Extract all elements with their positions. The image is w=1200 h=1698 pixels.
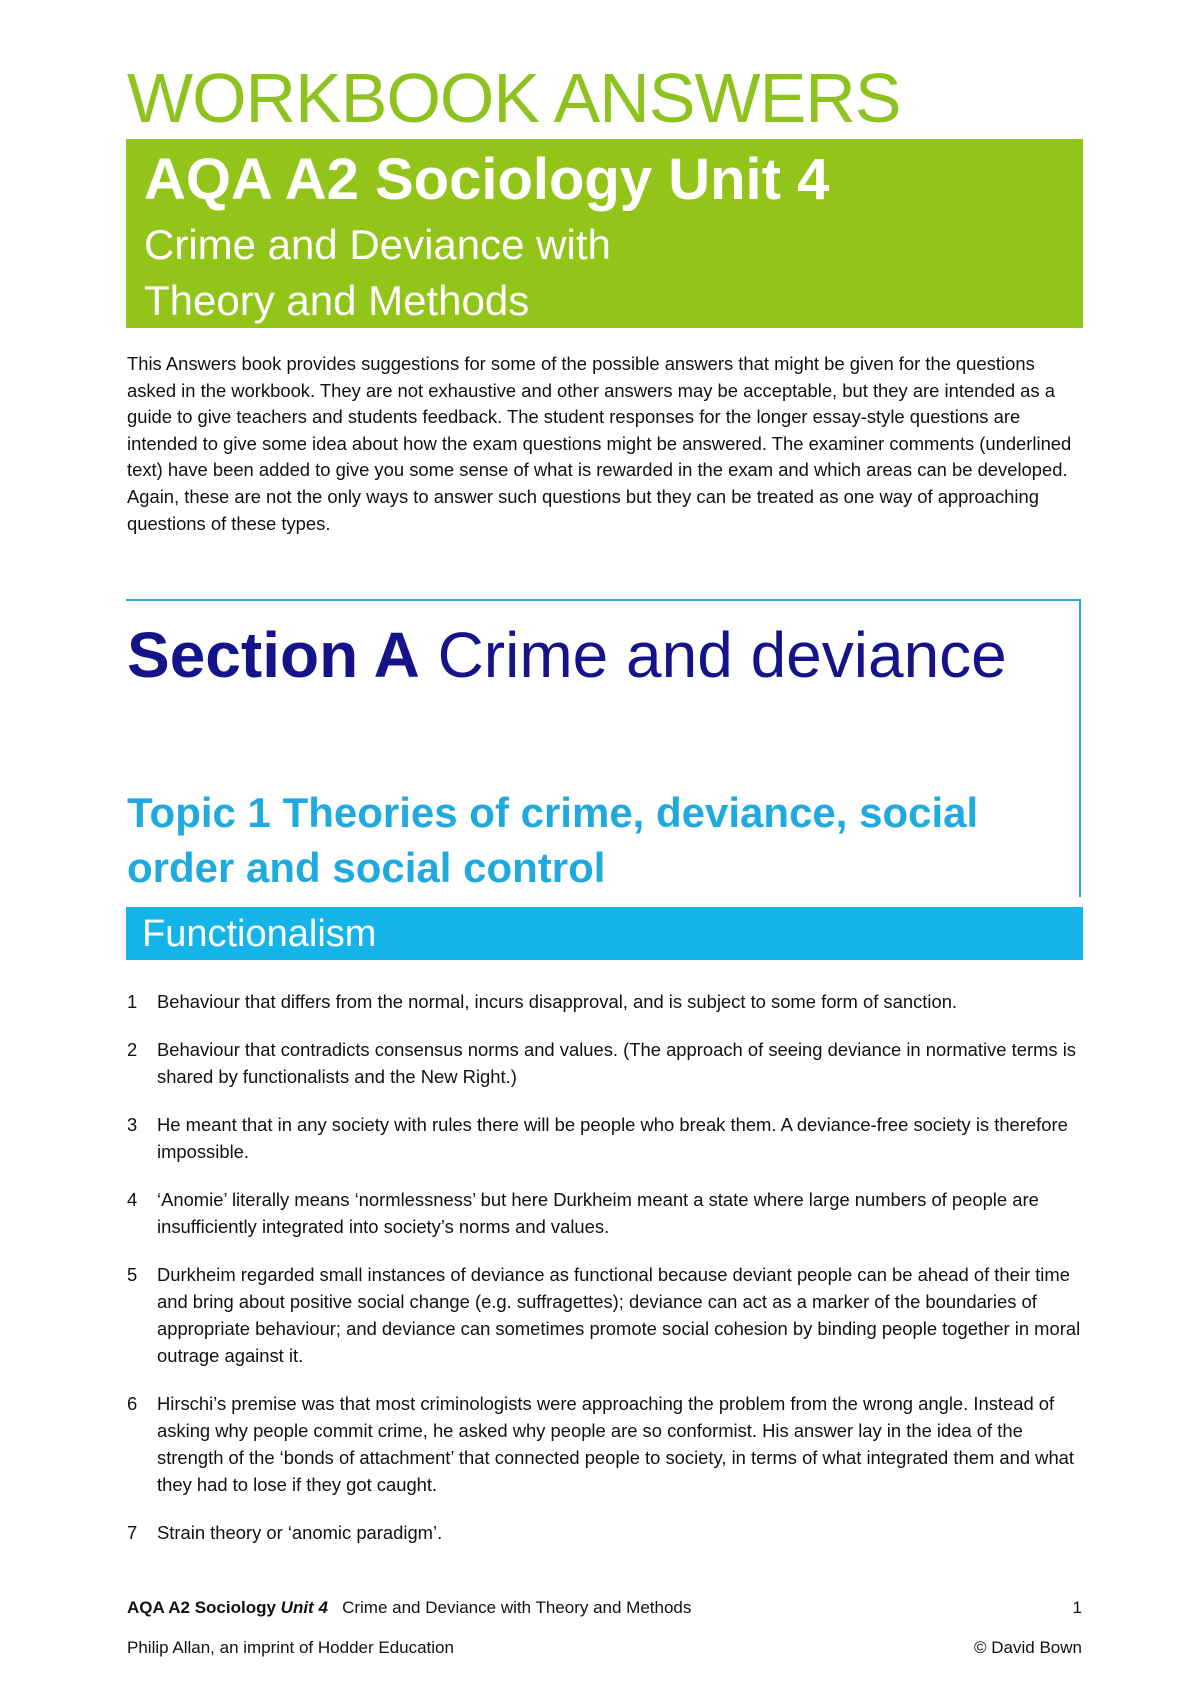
intro-paragraph: This Answers book provides suggestions for some of the possible answers that might be given for the questions asked in the workbook. They are not exhaustive and other answers may be acceptable, but they are intended as a guide to give teachers and students feedback. The student responses for the longer essay-style questions are intended to give some idea about how the exam questions might be answered. The examiner comments (underlined text) have been added to give you some sense of what is rewarded in the exam and which areas can be developed. Again, these are not the only ways to answer such questions but they can be treated as one way of approaching questions of these types.: [127, 353, 1072, 534]
subheading-functionalism: Functionalism: [142, 913, 377, 955]
answer-text: Behaviour that differs from the normal, incurs disapproval, and is subject to some form of sanction.: [157, 991, 958, 1012]
answer-text: Durkheim regarded small instances of deviance as functional because deviant people can be ahead of their time and bring about positive social change (e.g. suffragettes); deviance can act as a marker of the boundaries of appropriate behaviour; and deviance can sometimes promote social cohesion by binding people together in moral outrage against it.: [157, 1264, 1081, 1366]
answer-list: [127, 988, 1087, 1567]
answer-item: [127, 1111, 1087, 1165]
page-number: 1: [1072, 1598, 1082, 1617]
answer-item: [127, 1186, 1087, 1240]
subheading-bar: [126, 907, 1083, 960]
answer-number: 3: [127, 1114, 138, 1135]
answer-number: 5: [127, 1264, 138, 1285]
section-label: Section A: [127, 619, 420, 691]
footer-publisher-line: [127, 1638, 1082, 1658]
workbook-title: WORKBOOK ANSWERS: [127, 59, 901, 137]
answer-item: [127, 1261, 1087, 1369]
unit-subtitle: [144, 217, 611, 329]
answer-number: 1: [127, 991, 138, 1012]
answer-item: [127, 1519, 1087, 1546]
footer-series-unit: Unit 4: [280, 1598, 328, 1617]
answer-number: 4: [127, 1189, 138, 1210]
answer-number: 7: [127, 1522, 138, 1543]
answer-number: 2: [127, 1039, 138, 1060]
section-title: Crime and deviance: [437, 619, 1007, 691]
footer-series-rest: Crime and Deviance with Theory and Methods: [342, 1598, 692, 1617]
footer-series-line: [127, 1598, 1082, 1618]
answer-text: Strain theory or ‘anomic paradigm’.: [157, 1522, 443, 1543]
footer-series: [127, 1598, 691, 1617]
answer-text: Hirschi’s premise was that most criminologists were approaching the problem from the wrong angle. Instead of asking why people commit crime, he asked why people are so conformist. His answer lay in the idea of the strength of the ‘bonds of attachment’ that connected people to society, in terms of what integrated them and what they had to lose if they got caught.: [157, 1393, 1075, 1495]
topic-heading: Topic 1 Theories of crime, deviance, social order and social control: [127, 789, 979, 891]
unit-title: AQA A2 Sociology Unit 4: [144, 147, 830, 212]
answer-text: He meant that in any society with rules there will be people who break them. A deviance-free society is therefore impossible.: [157, 1114, 1068, 1162]
footer-copyright: © David Bown: [974, 1638, 1082, 1657]
unit-subtitle-line2: Theory and Methods: [144, 277, 530, 324]
answer-item: [127, 1390, 1087, 1498]
answer-text: ‘Anomie’ literally means ‘normlessness’ but here Durkheim meant a state where large numbers of people are insufficiently integrated into society’s norms and values.: [157, 1189, 1039, 1237]
unit-subtitle-line1: Crime and Deviance with: [144, 221, 611, 268]
footer-series-bold: AQA A2 Sociology: [127, 1598, 276, 1617]
answer-item: [127, 1036, 1087, 1090]
unit-banner: [126, 139, 1083, 328]
answer-item: [127, 988, 1087, 1015]
footer-publisher: Philip Allan, an imprint of Hodder Education: [127, 1638, 454, 1657]
answer-number: 6: [127, 1393, 138, 1414]
section-heading: [127, 612, 1027, 698]
answer-text: Behaviour that contradicts consensus norms and values. (The approach of seeing deviance in normative terms is shared by functionalists and the New Right.): [157, 1039, 1076, 1087]
